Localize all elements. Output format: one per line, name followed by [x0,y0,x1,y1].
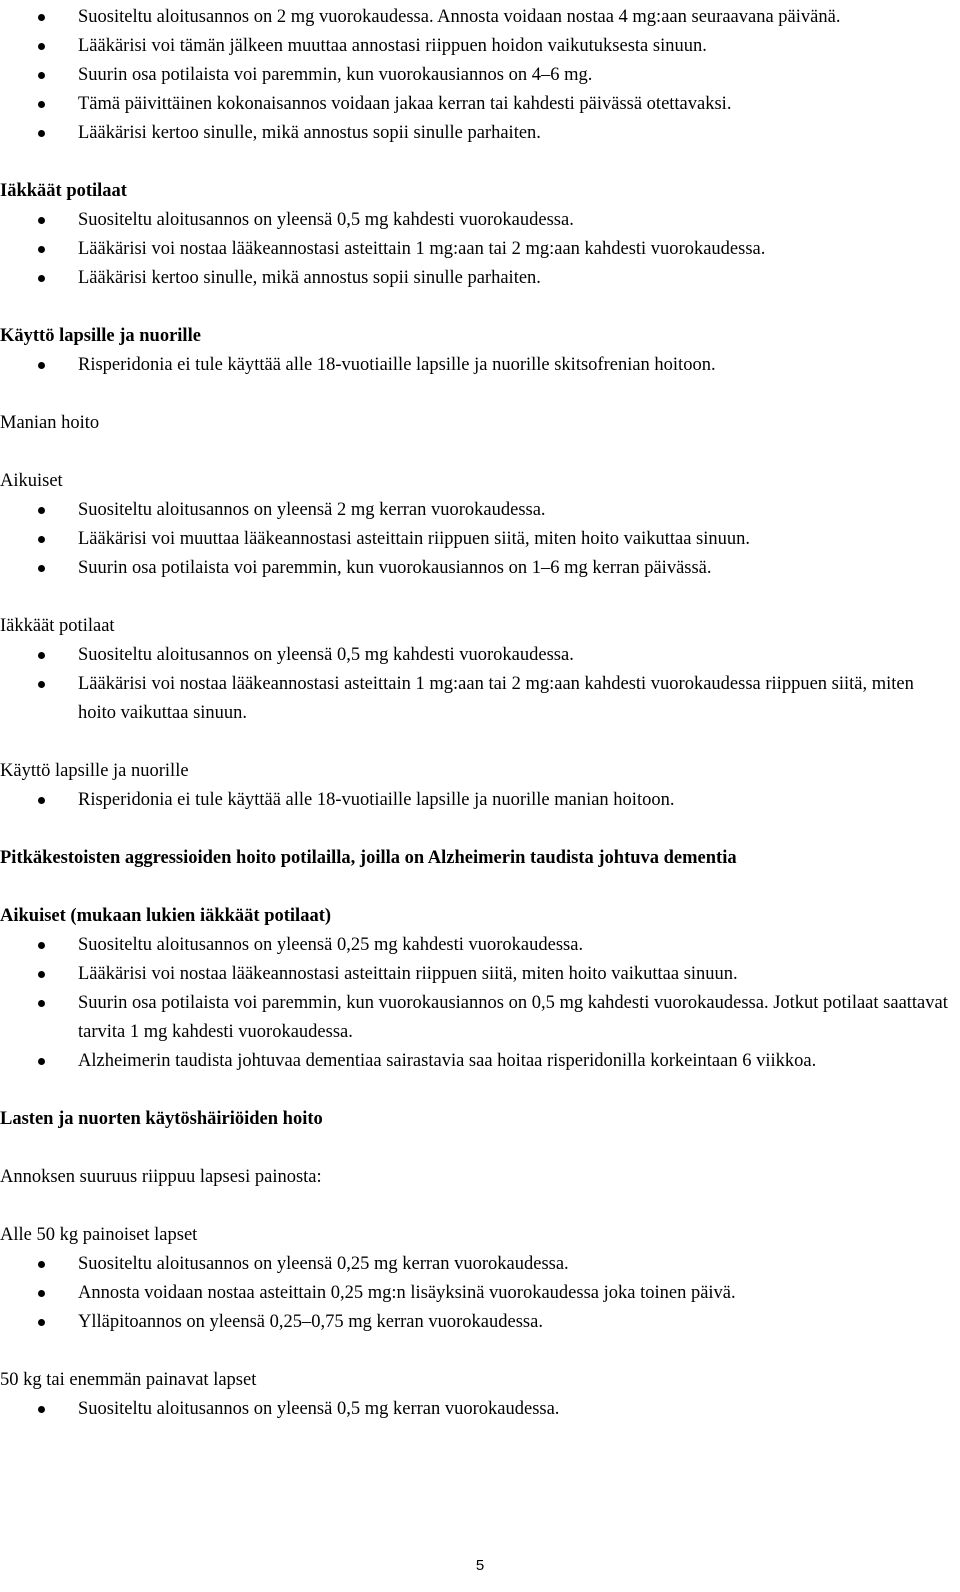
list-item: Suositeltu aloitusannos on yleensä 2 mg kerran vuorokaudessa. [0,496,950,525]
dose-list-elderly [0,206,950,293]
dose-list-mania-children [0,786,950,815]
list-item: Alzheimerin taudista johtuvaa dementiaa sairastavia saa hoitaa risperidonilla korkeintaan 6 viikkoa. [0,1047,950,1076]
list-item: Suositeltu aloitusannos on yleensä 0,5 mg kerran vuorokaudessa. [0,1395,950,1424]
list-item: Lääkärisi voi nostaa lääkeannostasi asteittain 1 mg:aan tai 2 mg:aan kahdesti vuorokaudessa. [0,235,950,264]
list-item: Lääkärisi voi nostaa lääkeannostasi asteittain 1 mg:aan tai 2 mg:aan kahdesti vuorokaudessa riippuen siitä, miten hoito vaikuttaa sinuun. [0,670,950,728]
list-item: Annosta voidaan nostaa asteittain 0,25 mg:n lisäyksinä vuorokaudessa joka toinen päivä. [0,1279,950,1308]
dose-list-schizophrenia-adults [0,3,950,148]
dose-list-over-50kg [0,1395,950,1424]
page-number: 5 [475,1557,485,1574]
dose-list-alzheimer [0,931,950,1076]
list-item: Risperidonia ei tule käyttää alle 18-vuotiaille lapsille ja nuorille manian hoitoon. [0,786,950,815]
list-item: Suurin osa potilaista voi paremmin, kun vuorokausiannos on 1–6 mg kerran päivässä. [0,554,950,583]
section-heading: Manian hoito [0,413,100,433]
document-page [0,3,950,1424]
list-item: Suositeltu aloitusannos on yleensä 0,25 mg kerran vuorokaudessa. [0,1250,950,1279]
section-heading: Käyttö lapsille ja nuorille [0,326,201,346]
section-heading: Lasten ja nuorten käytöshäiriöiden hoito [0,1109,323,1129]
list-item: Suurin osa potilaista voi paremmin, kun vuorokausiannos on 0,5 mg kahdesti vuorokaudessa. Jotkut potilaat saattavat tarvita 1 mg kahdesti vuorokaudessa. [0,989,950,1047]
list-item: Lääkärisi voi muuttaa lääkeannostasi asteittain riippuen siitä, miten hoito vaikuttaa sinuun. [0,525,950,554]
list-item: Lääkärisi voi tämän jälkeen muuttaa annostasi riippuen hoidon vaikutuksesta sinuun. [0,32,950,61]
section-heading: Aikuiset (mukaan lukien iäkkäät potilaat) [0,906,332,926]
list-item: Tämä päivittäinen kokonaisannos voidaan jakaa kerran tai kahdesti päivässä otettavaksi. [0,90,950,119]
list-item: Risperidonia ei tule käyttää alle 18-vuotiaille lapsille ja nuorille skitsofrenian hoitoon. [0,351,950,380]
list-item: Lääkärisi kertoo sinulle, mikä annostus sopii sinulle parhaiten. [0,119,950,148]
dose-list-mania-adults [0,496,950,583]
subheading: Alle 50 kg painoiset lapset [0,1225,198,1245]
subheading: 50 kg tai enemmän painavat lapset [0,1370,257,1390]
list-item: Suositeltu aloitusannos on yleensä 0,25 mg kahdesti vuorokaudessa. [0,931,950,960]
list-item: Ylläpitoannos on yleensä 0,25–0,75 mg kerran vuorokaudessa. [0,1308,950,1337]
paragraph: Annoksen suuruus riippuu lapsesi painosta: [0,1167,322,1187]
section-heading: Aikuiset [0,471,63,491]
list-item: Lääkärisi kertoo sinulle, mikä annostus sopii sinulle parhaiten. [0,264,950,293]
dose-list-children [0,351,950,380]
section-heading: Käyttö lapsille ja nuorille [0,761,189,781]
dose-list-under-50kg [0,1250,950,1337]
section-heading: Iäkkäät potilaat [0,181,127,201]
section-heading: Iäkkäät potilaat [0,616,115,636]
list-item: Lääkärisi voi nostaa lääkeannostasi asteittain riippuen siitä, miten hoito vaikuttaa sinuun. [0,960,950,989]
list-item: Suositeltu aloitusannos on yleensä 0,5 mg kahdesti vuorokaudessa. [0,206,950,235]
section-heading: Pitkäkestoisten aggressioiden hoito potilailla, joilla on Alzheimerin taudista johtuva dementia [0,848,737,868]
list-item: Suositeltu aloitusannos on 2 mg vuorokaudessa. Annosta voidaan nostaa 4 mg:aan seuraavana päivänä. [0,3,950,32]
list-item: Suurin osa potilaista voi paremmin, kun vuorokausiannos on 4–6 mg. [0,61,950,90]
dose-list-mania-elderly [0,641,950,728]
list-item: Suositeltu aloitusannos on yleensä 0,5 mg kahdesti vuorokaudessa. [0,641,950,670]
